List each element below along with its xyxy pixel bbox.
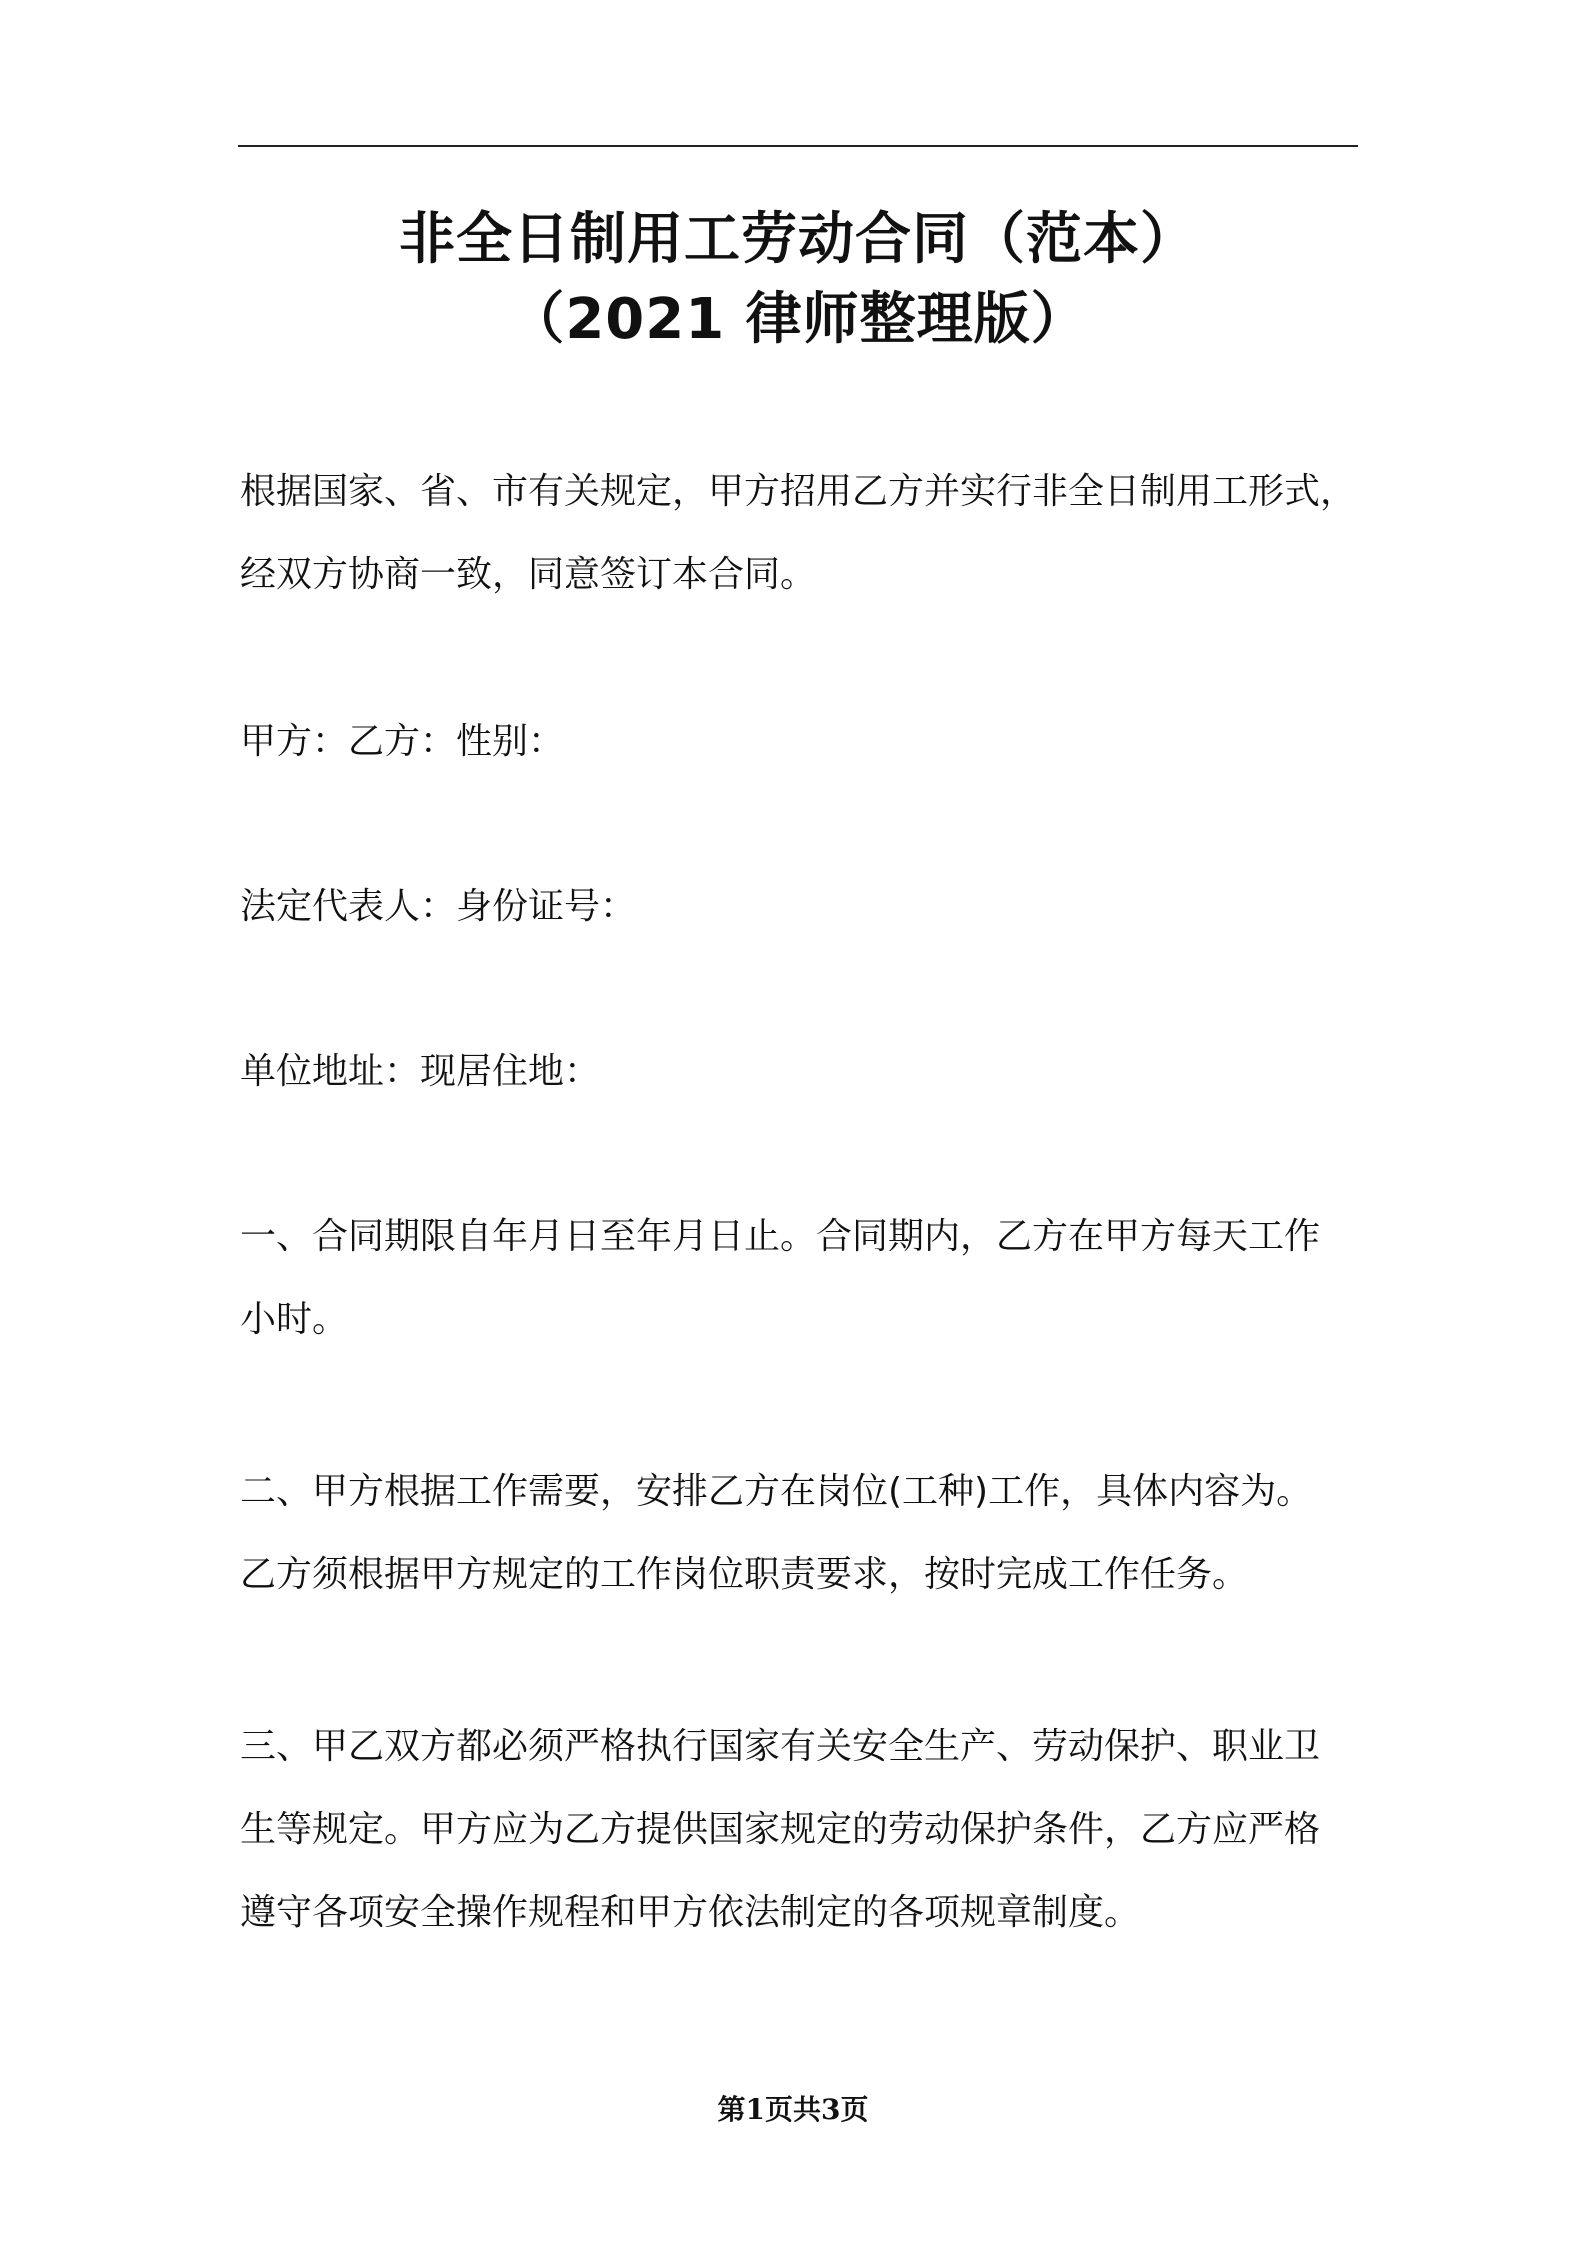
- text-line: 甲方：乙方：性别：: [240, 721, 565, 762]
- text-line: 三、甲乙双方都必须严格执行国家有关安全生产、劳动保护、职业卫: [240, 1726, 1321, 1767]
- page-number-footer: 第1页共3页: [717, 2093, 869, 2126]
- text-line: 小时。: [240, 1299, 349, 1340]
- text-line: 单位地址：现居住地：: [240, 1051, 601, 1092]
- text-line: 生等规定。甲方应为乙方提供国家规定的劳动保护条件，乙方应严格: [240, 1809, 1321, 1850]
- representative-field-line: [240, 865, 1390, 948]
- header-rule: [238, 145, 1358, 147]
- document-subtitle: （2021 律师整理版）: [508, 287, 1088, 352]
- text-line: 二、甲方根据工作需要，安排乙方在岗位(工种)工作，具体内容为。: [240, 1471, 1313, 1512]
- intro-paragraph: [240, 450, 1390, 616]
- text-line: 遵守各项安全操作规程和甲方依法制定的各项规章制度。: [240, 1892, 1141, 1933]
- document-title: 非全日制用工劳动合同（范本）: [399, 207, 1197, 272]
- text-line: 法定代表人：身份证号：: [240, 886, 637, 927]
- text-line: 根据国家、省、市有关规定，甲方招用乙方并实行非全日制用工形式，: [240, 471, 1357, 512]
- text-line: 经双方协商一致，同意签订本合同。: [240, 554, 817, 595]
- clause-2: [240, 1450, 1390, 1616]
- parties-field-line: [240, 700, 1390, 783]
- clause-3: [240, 1705, 1390, 1954]
- clause-1: [240, 1195, 1390, 1361]
- text-line: 一、合同期限自年月日至年月日止。合同期内，乙方在甲方每天工作: [240, 1216, 1321, 1257]
- text-line: 乙方须根据甲方规定的工作岗位职责要求，按时完成工作任务。: [240, 1554, 1249, 1595]
- address-field-line: [240, 1030, 1390, 1113]
